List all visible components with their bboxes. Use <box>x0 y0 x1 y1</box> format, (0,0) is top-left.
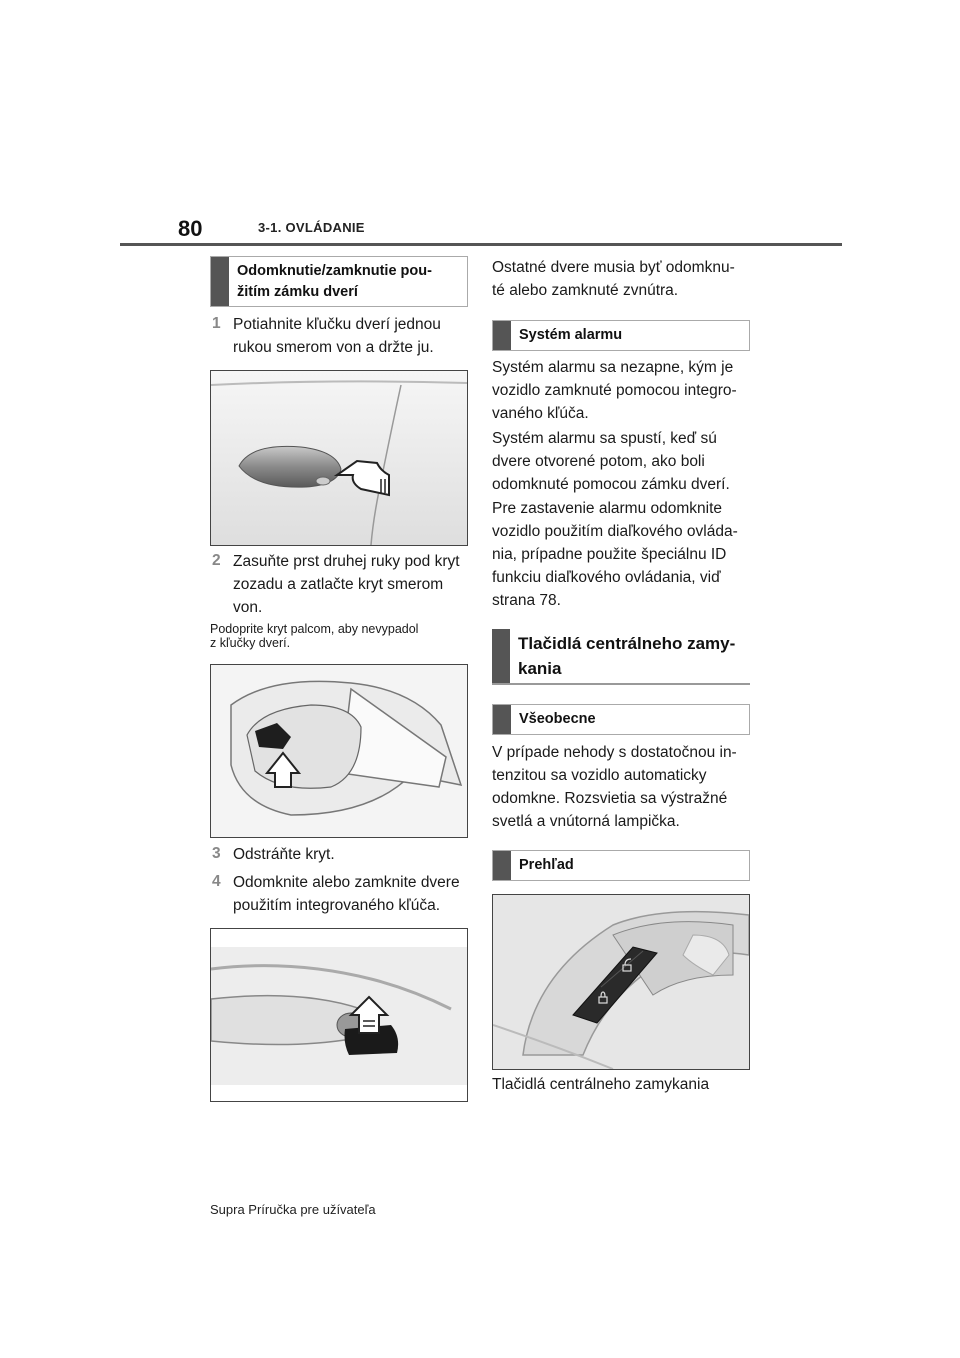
step-4-text: Odomknite alebo zamknite dvere použitím integrovaného kľúča. <box>233 874 460 914</box>
figure-push-cover <box>210 664 468 838</box>
step-1-number: 1 <box>212 315 221 332</box>
heading-central-locking-text: Tlačidlá centrálneho zamy- kania <box>518 634 736 678</box>
intro-text: Ostatné dvere musia byť odomknu- té alebo zamknuté zvnútra. <box>492 259 735 299</box>
figure-central-locking-buttons <box>492 894 750 1070</box>
heading-general-text: Všeobecne <box>519 711 596 727</box>
heading-door-lock-text: Odomknutie/zamknutie pou- žitím zámku dverí <box>237 263 432 300</box>
general-text: V prípade nehody s dostatočnou in- tenzitou sa vozidlo automaticky odomkne. Rozsvietia sa výstražné svetlá a vnútorná lampička. <box>492 744 737 830</box>
step-3-number: 3 <box>212 845 221 862</box>
step-3-text: Odstráňte kryt. <box>233 846 335 863</box>
heading-bar <box>493 851 511 880</box>
alarm-paragraph-3: Pre zastavenie alarmu odomknite vozidlo použitím diaľkového ovláda- nia, prípadne použite špeciálnu ID funkciu diaľkového ovládania, viď strana 78. <box>492 500 738 609</box>
step-1-text: Potiahnite kľučku dverí jednou rukou smerom von a držte ju. <box>233 316 441 356</box>
heading-central-locking <box>492 629 750 685</box>
step-2-number: 2 <box>212 552 221 569</box>
heading-alarm-text: Systém alarmu <box>519 327 623 343</box>
heading-overview <box>492 850 750 881</box>
step-2-text: Zasuňte prst druhej ruky pod kryt zozadu a zatlačte kryt smerom von. <box>233 553 460 616</box>
footer-text: Supra Príručka pre užívateľa <box>210 1202 376 1217</box>
figure-pull-handle <box>210 370 468 546</box>
alarm-paragraph-2: Systém alarmu sa spustí, keď sú dvere otvorené potom, ako boli odomknuté pomocou zámku dverí. <box>492 430 730 493</box>
heading-general <box>492 704 750 735</box>
heading-alarm <box>492 320 750 351</box>
heading-bar <box>493 705 511 734</box>
heading-door-lock <box>210 256 468 307</box>
heading-overview-text: Prehľad <box>519 857 574 873</box>
note-text: Podoprite kryt palcom, aby nevypadol z kľučky dverí. <box>210 622 419 650</box>
section-title: 3-1. OVLÁDANIE <box>258 220 365 235</box>
figure-key-lock <box>210 928 468 1102</box>
alarm-paragraph-1: Systém alarmu sa nezapne, kým je vozidlo zamknuté pomocou integro- vaného kľúča. <box>492 359 737 422</box>
step-4-number: 4 <box>212 873 221 890</box>
page-number: 80 <box>178 216 203 241</box>
heading-bar <box>493 321 511 350</box>
header-rule <box>120 243 842 246</box>
heading-bar <box>492 629 510 683</box>
heading-bar <box>211 257 229 306</box>
figure-caption: Tlačidlá centrálneho zamykania <box>492 1076 710 1093</box>
